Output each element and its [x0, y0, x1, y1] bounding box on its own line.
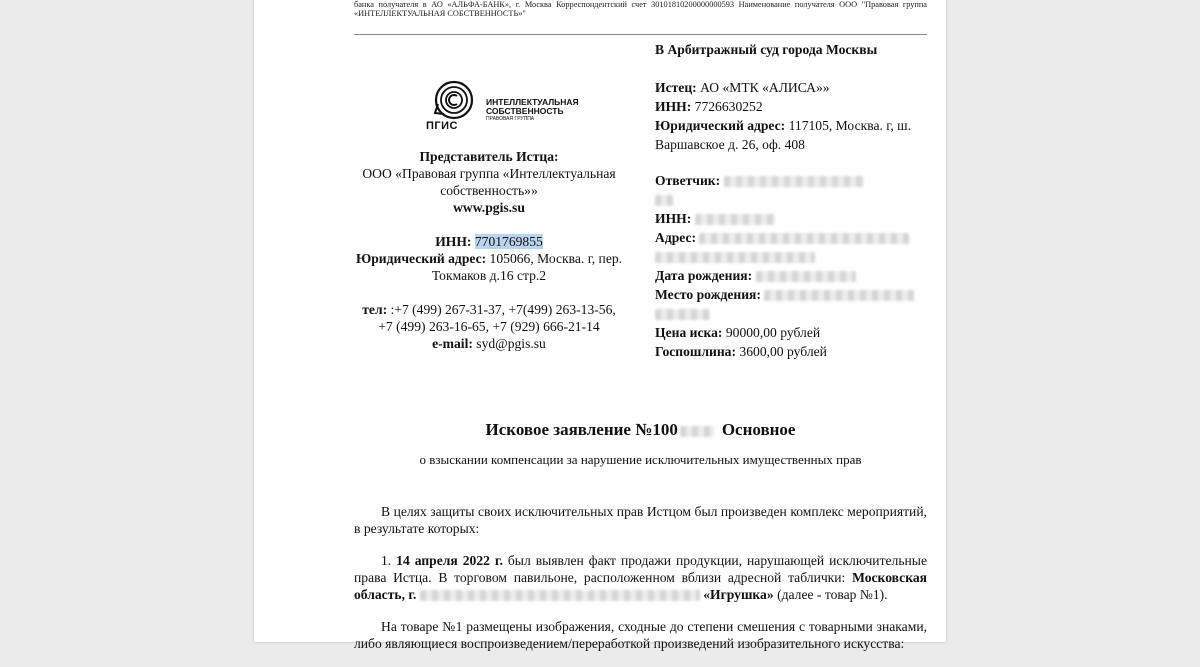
state-fee-value: 3600,00 рублей [739, 344, 827, 359]
defendant-birthplace-continuation [655, 304, 930, 323]
redacted-block [724, 176, 864, 187]
representative-website: www.pgis.su [453, 200, 525, 215]
parties-block [655, 40, 930, 361]
body-paragraph-1: В целях защиты своих исключительных прав Истцом был произведен комплекс мероприятий, в результате которых: [354, 504, 927, 536]
representative-address-label: Юридический адрес: [355, 251, 487, 266]
redacted-block [699, 233, 909, 244]
claim-price-label: Цена иска: [655, 325, 723, 340]
body-paragraph-3: На товаре №1 размещены изображения, сходные до степени смешения с товарными знаками, либо являющиеся воспроизведением/переработкой произведений изобразительного искусства: [354, 619, 927, 651]
plaintiff-address-line [655, 116, 930, 154]
representative-address [354, 250, 624, 284]
header-divider [354, 34, 927, 35]
plaintiff-inn-value: 7726630252 [694, 99, 763, 114]
state-fee-line [655, 342, 930, 361]
logo-wordmark-line-2: СОБСТВЕННОСТЬ [486, 106, 564, 116]
representative-inn [354, 233, 624, 250]
redacted-block [655, 252, 815, 263]
violation-region: Московская область, г. [354, 570, 927, 602]
representative-block [354, 80, 624, 352]
defendant-address-line [655, 228, 930, 247]
defendant-address-label: Адрес: [655, 230, 697, 245]
plaintiff-address-value: 117105, Москва. г, ш. Варшавское д. 26, оф. 408 [655, 118, 911, 152]
representative-phone-value: :+7 (499) 267-31-37, +7(499) 263-13-56, +7 (499) 263-16-65, +7 (929) 666-21-14 [378, 302, 616, 334]
defendant-birthplace-line [655, 285, 930, 304]
claim-price-line [655, 323, 930, 342]
document-title [354, 420, 927, 440]
representative-name: ООО «Правовая группа «Интеллектуальная собственность»» [362, 166, 616, 198]
plaintiff-inn-line [655, 97, 930, 116]
representative-heading: Представитель Истца: [419, 149, 559, 164]
body-paragraph-2 [354, 552, 927, 603]
document-title-prefix: Исковое заявление №100 [485, 420, 678, 439]
plaintiff-inn-label: ИНН: [655, 99, 692, 114]
defendant-name-continuation [655, 190, 930, 209]
defendant-label: Ответчик: [655, 173, 721, 188]
representative-phone-label: тел: [362, 302, 388, 317]
state-fee-label: Госпошлина: [655, 344, 737, 359]
representative-email [354, 335, 624, 352]
court-name: В Арбитражный суд города Москвы [655, 42, 878, 57]
representative-phones [354, 301, 624, 335]
defendant-address-continuation [655, 247, 930, 266]
defendant-inn-label: ИНН: [655, 211, 692, 226]
payment-details-line-2: «ИНТЕЛЛЕКТУАЛЬНАЯ СОБСТВЕННОСТЬ»" [354, 9, 526, 18]
redacted-block [756, 271, 856, 282]
payment-details-note [354, 0, 927, 18]
representative-email-label: e-mail: [432, 336, 473, 351]
document-subtitle: о взыскании компенсации за нарушение исключительных имущественных прав [419, 452, 862, 467]
document-page [254, 0, 946, 651]
logo-wordmark-line-3: ПРАВОВАЯ ГРУППА [486, 116, 535, 122]
logo-head-icon [434, 80, 474, 120]
plaintiff-value: АО «МТК «АЛИСА»» [700, 80, 830, 95]
document-title-suffix: Основное [721, 420, 796, 439]
redacted-block [695, 214, 775, 225]
store-name: «Игрушка» [703, 587, 774, 602]
defendant-line [655, 171, 930, 190]
item-number: 1. [381, 553, 392, 568]
pgis-logo [354, 80, 624, 140]
representative-email-value: syd@pgis.su [476, 336, 546, 351]
plaintiff-label: Истец: [655, 80, 697, 95]
document-body [354, 503, 927, 667]
body-paragraph-2-end: (далее - товар №1). [777, 587, 888, 602]
logo-wordmark [486, 98, 579, 123]
plaintiff-line [655, 78, 930, 97]
defendant-birthdate-line [655, 266, 930, 285]
defendant-birthdate-label: Дата рождения: [655, 268, 753, 283]
representative-address-value: 105066, Москва. г, пер. Токмаков д.16 стр.2 [431, 251, 623, 283]
logo-wordmark-line-1: ИНТЕЛЛЕКТУАЛЬНАЯ [486, 97, 579, 107]
redacted-block [655, 309, 710, 320]
logo-abbreviation: ПГИС [426, 120, 458, 132]
claim-price-value: 90000,00 рублей [725, 325, 821, 340]
defendant-birthplace-label: Место рождения: [655, 287, 761, 302]
payment-details-line-1: банка получателя в АО «АЛЬФА-БАНК», г. Москва Корреспондентский счет 30101810200000000593 Наименование получателя ООО "Правовая группа [354, 0, 927, 9]
violation-date: 14 апреля 2022 г. [396, 553, 503, 568]
redacted-block [655, 195, 673, 206]
body-paragraph-2-text: был выявлен факт продажи продукции, нарушающей исключительные права Истца. В торговом павильоне, расположенном вблизи адресной таблички: [354, 553, 927, 585]
plaintiff-address-label: Юридический адрес: [655, 118, 786, 133]
redacted-block [420, 590, 700, 601]
representative-inn-value[interactable]: 7701769855 [474, 234, 543, 249]
redacted-block [764, 290, 914, 301]
defendant-inn-line [655, 209, 930, 228]
representative-inn-label: ИНН: [435, 234, 472, 249]
redacted-block [680, 426, 714, 437]
